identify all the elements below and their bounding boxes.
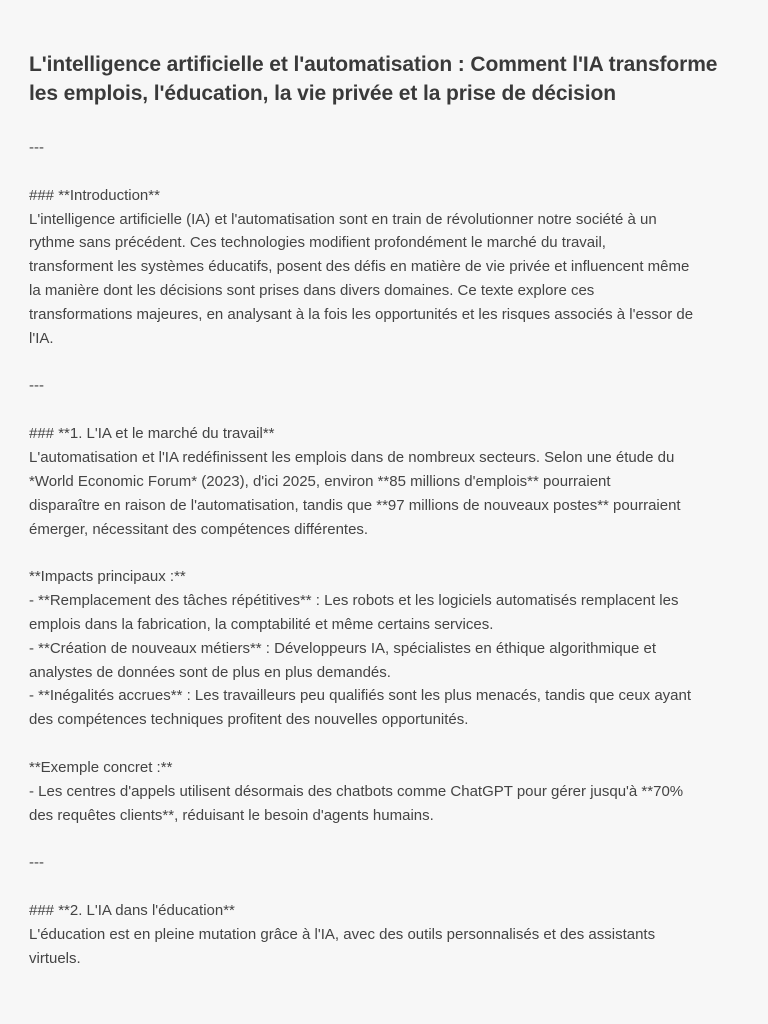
- text-line: des requêtes clients**, réduisant le besoin d'agents humains.: [29, 806, 434, 824]
- text-line: L'éducation est en pleine mutation grâce à l'IA, avec des outils personnalisés et des assistants: [29, 925, 656, 943]
- text-line: ---: [29, 377, 44, 395]
- document-title: [29, 50, 741, 108]
- text-line: ### **1. L'IA et le marché du travail**: [29, 425, 275, 443]
- document-body: [29, 136, 741, 971]
- blank-line: [29, 875, 741, 899]
- document-page: [29, 50, 741, 971]
- text-line: - Les centres d'appels utilisent désormais des chatbots comme ChatGPT pour gérer jusqu'à **70%: [29, 782, 684, 800]
- document-title-line: les emplois, l'éducation, la vie privée et la prise de décision: [29, 82, 616, 105]
- text-line: analystes de données sont de plus en plus demandés.: [29, 663, 391, 681]
- blank-line: [29, 351, 741, 375]
- blank-line: [29, 827, 741, 851]
- text-line: virtuels.: [29, 949, 81, 967]
- blank-line: [29, 398, 741, 422]
- blank-line: [29, 732, 741, 756]
- text-line: ---: [29, 139, 44, 156]
- text-line: **Exemple concret :**: [29, 758, 173, 776]
- text-line: ### **Introduction**: [29, 186, 160, 204]
- text-line: *World Economic Forum* (2023), d'ici 2025, environ **85 millions d'emplois** pourraient: [29, 472, 611, 490]
- document-title-line: L'intelligence artificielle et l'automatisation : Comment l'IA transforme: [29, 53, 718, 76]
- text-line: rythme sans précédent. Ces technologies modifient profondément le marché du travail,: [29, 234, 606, 252]
- text-line: ### **2. L'IA dans l'éducation**: [29, 902, 235, 919]
- text-line: des compétences techniques profitent des nouvelles opportunités.: [29, 711, 469, 729]
- text-line: ---: [29, 854, 44, 872]
- text-line: transformations majeures, en analysant à la fois les opportunités et les risques associés à l'essor de: [29, 305, 694, 323]
- text-line: transforment les systèmes éducatifs, posent des défis en matière de vie privée et influencent même: [29, 258, 690, 276]
- text-line: L'intelligence artificielle (IA) et l'automatisation sont en train de révolutionner notre société à un: [29, 210, 657, 228]
- text-line: **Impacts principaux :**: [29, 568, 186, 586]
- text-line: emplois dans la fabrication, la comptabilité et même certains services.: [29, 615, 494, 633]
- text-line: - **Inégalités accrues** : Les travailleurs peu qualifiés sont les plus menacés, tandis que ceux ayant: [29, 687, 692, 705]
- text-line: la manière dont les décisions sont prises dans divers domaines. Ce texte explore ces: [29, 282, 595, 300]
- text-line: L'automatisation et l'IA redéfinissent les emplois dans de nombreux secteurs. Selon une étude du: [29, 448, 675, 466]
- text-line: - **Remplacement des tâches répétitives** : Les robots et les logiciels automatisés remplacent les: [29, 592, 679, 610]
- text-line: - **Création de nouveaux métiers** : Développeurs IA, spécialistes en éthique algorithmique et: [29, 639, 657, 657]
- text-line: émerger, nécessitant des compétences différentes.: [29, 520, 369, 538]
- blank-line: [29, 160, 741, 184]
- blank-line: [29, 541, 741, 565]
- text-line: disparaître en raison de l'automatisation, tandis que **97 millions de nouveaux postes** pourraient: [29, 496, 681, 514]
- text-line: l'IA.: [29, 329, 54, 347]
